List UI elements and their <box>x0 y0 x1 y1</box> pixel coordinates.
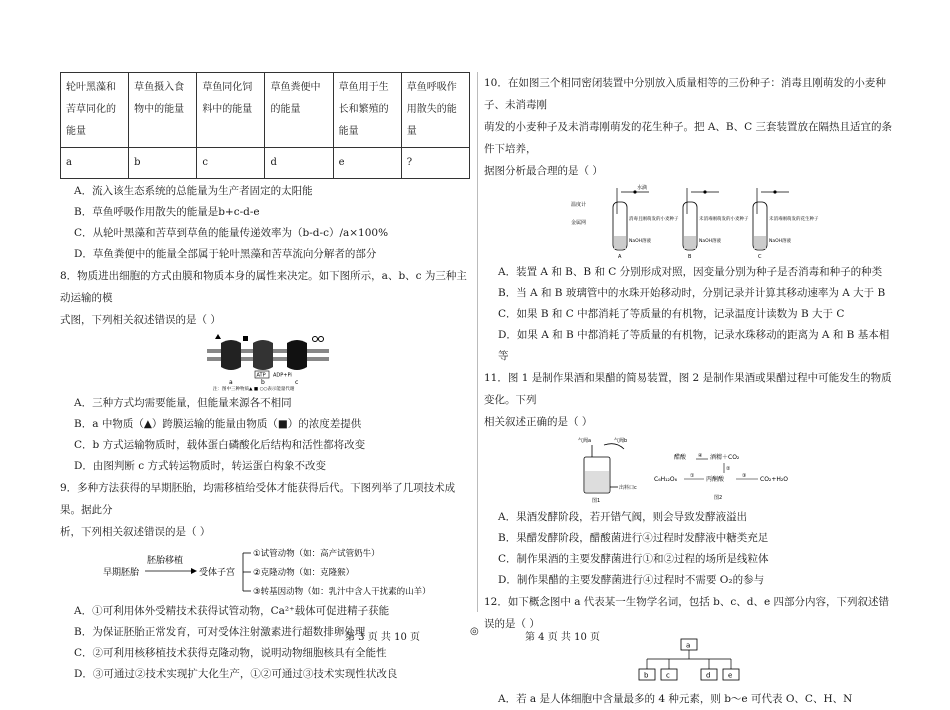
q7-option-c: C．从轮叶黑藻和苦草到草鱼的能量传递效率为（b-d-c）/a×100% <box>74 227 389 239</box>
thermometer-label: 温度计 <box>571 202 587 208</box>
q7-option-b: B．草鱼呼吸作用散失的能量是b+c-d-e <box>74 206 260 218</box>
question-9 <box>60 477 475 685</box>
q8-option-c: C．b 方式运输物质时，载体蛋白磷酸化后结构和活性都将改变 <box>74 439 366 451</box>
fig-label-C: C <box>758 254 762 260</box>
adp-label: ADP+Pi <box>272 372 292 379</box>
q7-option-a: A．流入该生态系统的总能量为生产者固定的太阳能 <box>74 185 313 197</box>
left-column <box>60 72 475 685</box>
fig-label-A: A <box>618 254 622 260</box>
fermentation-bottle-icon <box>578 437 637 504</box>
seed-a-label: 消毒且刚萌发的小麦种子 <box>629 217 679 222</box>
q10-option-a: A．装置 A 和 B、B 和 C 分别形成对照，因变量分别为种子是否消毒和种子的种类 <box>498 266 883 278</box>
energy-table <box>60 72 470 179</box>
table-header-cell: 草鱼用于生长和繁殖的能量 <box>333 73 401 148</box>
q10-stem-line-2: 萌发的小麦种子及未消毒刚萌发的花生种子。把 A、B、C 三套装置放在隔热且适宜的条件下培养， <box>484 121 893 155</box>
uterus-label: 受体子宫 <box>198 568 235 578</box>
metal-net-label: 金属网 <box>571 220 587 226</box>
q9-stem-line-1: 9．多种方法获得的早期胚胎，均需移植给受体才能获得后代。下图列举了几项技术成果。据此分 <box>60 482 456 516</box>
fig-label-B: B <box>688 254 692 260</box>
right-column <box>484 72 894 710</box>
carrier-b-icon <box>253 340 273 370</box>
naoh-b-label: NaOH溶液 <box>699 239 722 244</box>
q11-stem-line-2: 相关叙述正确的是（ ） <box>484 416 593 428</box>
binding-mark-icon: ◎ <box>470 626 479 637</box>
q12-stem: 12．如下概念图中 a 代表某一生物学名词，包括 b、c、d、e 四部分内容，下列叙述错误的是（ ） <box>484 596 890 630</box>
carrier-a-icon <box>221 340 241 370</box>
transfer-label: 胚胎移植 <box>146 556 183 566</box>
concept-b-label: b <box>644 671 649 680</box>
step-1-label: ① <box>690 473 695 479</box>
triangle-substance-icon <box>215 334 221 339</box>
concept-a-label: a <box>686 641 691 650</box>
question-12 <box>484 591 894 710</box>
atp-label: ATP <box>256 372 266 379</box>
q7-option-d: D．草鱼粪便中的能量全部属于轮叶黑藻和苦草流向分解者的部分 <box>74 248 377 260</box>
valve-b-label: 气阀b <box>614 438 628 444</box>
apparatus-c <box>753 188 819 260</box>
q11-stem-line-1: 11．图 1 是制作果酒和果醋的简易装置，图 2 是制作果酒或果醋过程中可能发生的物质变化。下列 <box>484 372 892 406</box>
fig-label-c: c <box>294 379 298 386</box>
q11-option-b: B．果醋发酵阶段，醋酸菌进行④过程时发酵液中糖类充足 <box>498 532 769 544</box>
outlet-label: 出料口c <box>619 485 637 491</box>
q10-option-b: B．当 A 和 B 玻璃管中的水珠开始移动时，分别记录并计算其移动速率为 A 大于 B <box>498 287 886 299</box>
seed-b-label: 未消毒刚萌发的小麦种子 <box>699 217 749 222</box>
embryo-method-1: ①试管动物（如：高产试管奶牛） <box>252 549 380 559</box>
carrier-c-icon <box>287 340 307 370</box>
q12-concept-map <box>629 637 749 687</box>
table-value-cell: b <box>129 148 197 179</box>
column-divider <box>477 72 478 612</box>
q11-option-d: D．制作果醋的主要发酵菌进行④过程时不需要 O₂的参与 <box>498 574 765 586</box>
q9-option-b: B．为保证胚胎正常发育，可对受体注射激素进行超数排卵处理 <box>74 626 366 638</box>
naoh-c-label: NaOH溶液 <box>769 239 792 244</box>
q10-option-d: D．如果 A 和 B 中都消耗了等质量的有机物，记录水珠移动的距离为 A 和 B 基本相等 <box>498 329 890 362</box>
circle-energy-icon <box>318 337 323 342</box>
naoh-a-label: NaOH溶液 <box>629 239 652 244</box>
table-header-cell: 草鱼粪便中的能量 <box>265 73 333 148</box>
q9-option-d: D．③可通过②技术实现扩大化生产，①②可通过③技术实现性状改良 <box>74 668 398 680</box>
q8-figure-caption: 注：图中三种物质▲ ■ ○○表示能量代谢 <box>212 387 294 392</box>
question-8 <box>60 265 475 477</box>
embryo-method-3: ③转基因动物（如：乳汁中含人干扰素的山羊） <box>252 587 431 597</box>
alcohol-label: 酒精＋CO₂ <box>710 454 740 461</box>
q9-option-a: A．①可利用体外受精技术获得试管动物，Ca²⁺载体可促进精子获能 <box>74 605 390 617</box>
circle-energy-icon <box>312 337 317 342</box>
q12-option-a: A．若 a 是人体细胞中含量最多的 4 种元素，则 b～e 可代表 O、C、H、N <box>498 693 853 705</box>
table-value-cell: c <box>197 148 265 179</box>
q8-stem-line-2: 式图，下列相关叙述错误的是（ ） <box>60 314 221 326</box>
valve-a-label: 气阀a <box>578 438 592 444</box>
table-value-cell: e <box>333 148 401 179</box>
table-header-cell: 轮叶黑藻和苦草同化的能量 <box>61 73 129 148</box>
step-3-label: ③ <box>742 473 747 479</box>
metabolic-pathway <box>654 453 788 501</box>
q9-stem-line-2: 析，下列相关叙述错误的是（ ） <box>60 526 211 538</box>
water-drop-label: 水滴 <box>637 185 648 191</box>
table-value-cell: ? <box>401 148 469 179</box>
question-11 <box>484 367 894 591</box>
acetic-acid-label: 醋酸 <box>674 454 687 461</box>
glucose-label: C₆H₁₂O₆ <box>654 476 678 483</box>
q9-option-c: C．②可利用核移植技术获得克隆动物，说明动物细胞核具有全能性 <box>74 647 387 659</box>
water-drop-icon <box>703 190 706 193</box>
fig-label-a: a <box>228 379 233 386</box>
fig1-label: 图1 <box>592 498 601 504</box>
table-value-row <box>61 148 470 179</box>
q11-fermentation-figure <box>564 435 814 505</box>
apparatus-a <box>613 184 679 260</box>
q11-option-a: A．果酒发酵阶段，若开错气阀，则会导致发酵液溢出 <box>498 511 748 523</box>
table-header-row <box>61 73 470 148</box>
q10-apparatus-figure <box>569 184 819 260</box>
q8-option-a: A．三种方式均需要能量，但能量来源各不相同 <box>74 397 292 409</box>
concept-d-label: d <box>706 671 711 680</box>
table-value-cell: d <box>265 148 333 179</box>
water-drop-icon <box>773 190 776 193</box>
embryo-method-2: ②克隆动物（如：克隆猴） <box>252 568 354 578</box>
q8-option-b: B．a 中物质（▲）跨膜运输的能量由物质（■）的浓度差提供 <box>74 418 362 430</box>
table-value-cell: a <box>61 148 129 179</box>
fig-label-b: b <box>260 379 265 386</box>
step-2-label: ② <box>726 466 731 472</box>
page-number-right: 第 4 页 共 10 页 <box>525 632 600 643</box>
embryo-label: 早期胚胎 <box>102 568 139 578</box>
question-10 <box>484 72 894 367</box>
q9-embryo-figure <box>103 545 433 599</box>
fig2-label: 图2 <box>714 495 723 501</box>
q8-stem-line-1: 8．物质进出细胞的方式由膜和物质本身的属性来决定。如下图所示，a、b、c 为三种主动运输的模 <box>60 270 467 304</box>
q11-option-c: C．制作果酒的主要发酵菌进行①和②过程的场所是线粒体 <box>498 553 769 565</box>
pyruvate-label: 丙酮酸 <box>706 476 725 483</box>
concept-e-label: e <box>728 671 733 680</box>
q10-stem-line-1: 10．在如图三个相同密闭装置中分别放入质量相等的三份种子：消毒且刚萌发的小麦种子、未消毒刚 <box>484 77 886 111</box>
q8-transport-figure <box>203 333 333 391</box>
q8-option-d: D．由图判断 c 方式转运物质时，转运蛋白构象不改变 <box>74 460 326 472</box>
square-substance-icon <box>243 336 248 341</box>
concept-c-label: c <box>666 671 670 680</box>
apparatus-b <box>683 188 749 260</box>
step-4-label: ④ <box>698 453 703 459</box>
q7-options <box>60 181 475 265</box>
table-header-cell: 草鱼呼吸作用散失的能量 <box>401 73 469 148</box>
co2-water-label: CO₂+H₂O <box>760 476 788 483</box>
q10-option-c: C．如果 B 和 C 中都消耗了等质量的有机物，记录温度计读数为 B 大于 C <box>498 308 845 320</box>
page-number-left: 第 3 页 共 10 页 <box>345 632 420 643</box>
table-header-cell: 草鱼同化饲料中的能量 <box>197 73 265 148</box>
seed-c-label: 未消毒刚萌发的花生种子 <box>769 217 819 222</box>
table-header-cell: 草鱼摄入食物中的能量 <box>129 73 197 148</box>
q10-stem-line-3: 据图分析最合理的是（ ） <box>484 165 603 177</box>
